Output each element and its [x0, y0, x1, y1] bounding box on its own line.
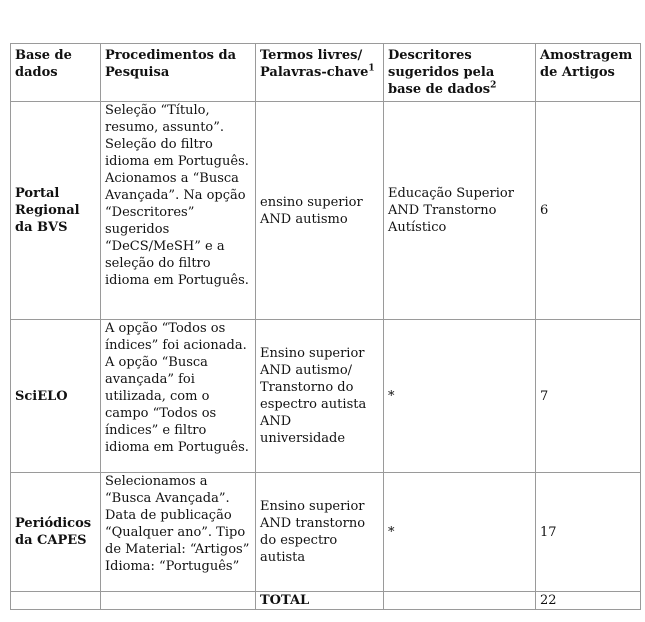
cell-base: Portal Regional da BVS — [11, 102, 101, 320]
cell-procedimento: A opção “Todos os índices” foi acionada. A opção “Busca avançada” foi utilizada, com o campo “Todos os índices” e filtro idioma em Português. — [101, 320, 256, 473]
header-termos-livres-text: Termos livres/ Palavras-chave — [260, 48, 369, 80]
cell-termos: ensino superior AND autismo — [256, 102, 384, 320]
total-row — [11, 592, 641, 610]
cell-base: SciELO — [11, 320, 101, 473]
cell-procedimento: Selecionamos a “Busca Avançada”. Data de publicação “Qualquer ano”. Tipo de Material: “Artigos” Idioma: “Português” — [101, 473, 256, 592]
table-row — [11, 473, 641, 592]
header-base-de-dados: Base de dados — [11, 44, 101, 102]
cell-amostragem: 17 — [536, 473, 641, 592]
cell-empty — [384, 592, 536, 610]
table-header-row — [11, 44, 641, 102]
search-procedures-table — [10, 43, 641, 610]
cell-empty — [11, 592, 101, 610]
cell-amostragem: 7 — [536, 320, 641, 473]
cell-procedimento: Seleção “Título, resumo, assunto”. Seleção do filtro idioma em Português. Acionamos a “Busca Avançada”. Na opção “Descritores” sugeridos “DeCS/MeSH” e a seleção do filtro idioma em Português. — [101, 102, 256, 320]
cell-amostragem: 6 — [536, 102, 641, 320]
cell-termos: Ensino superior AND autismo/ Transtorno do espectro autista AND universidade — [256, 320, 384, 473]
table-row — [11, 102, 641, 320]
header-procedimentos: Procedimentos da Pesquisa — [101, 44, 256, 102]
footnote-marker-2: 2 — [490, 80, 497, 91]
cell-termos: Ensino superior AND transtorno do espectro autista — [256, 473, 384, 592]
total-label: TOTAL — [256, 592, 384, 610]
header-descritores — [384, 44, 536, 102]
header-descritores-text: Descritores sugeridos pela base de dados — [388, 48, 495, 97]
cell-descritores: * — [384, 473, 536, 592]
footnote-marker-1: 1 — [368, 63, 375, 74]
cell-descritores: * — [384, 320, 536, 473]
table-row — [11, 320, 641, 473]
cell-descritores: Educação Superior AND Transtorno Autístico — [384, 102, 536, 320]
total-value: 22 — [536, 592, 641, 610]
header-amostragem: Amostragem de Artigos — [536, 44, 641, 102]
cell-base: Periódicos da CAPES — [11, 473, 101, 592]
cell-empty — [101, 592, 256, 610]
header-termos-livres — [256, 44, 384, 102]
